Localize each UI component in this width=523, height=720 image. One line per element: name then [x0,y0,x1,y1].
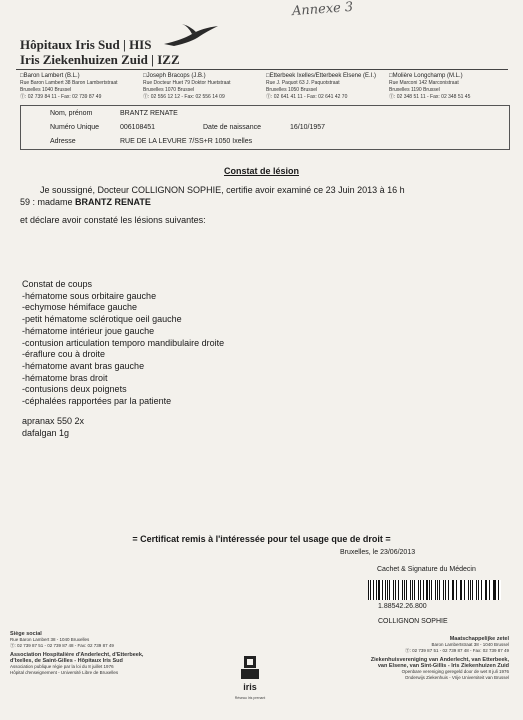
barcode-bar [460,580,461,600]
barcode-bar [395,580,396,600]
site-etterbeek-ixelles: □ Etterbeek Ixelles/Etterbeek Elsene (E.I.) Rue J. Paquot 63 J. Paquotstraat Bruxelles 1050 Brussel Ⓣ: 02 641 41 11 - Fax: 02 641 42 70 [262,70,385,101]
barcode-bar [420,580,421,600]
barcode-bar [426,580,428,600]
barcode-bar [481,580,482,600]
barcode-bar [378,580,380,600]
doctor-name: COLLIGNON SOPHIE [378,618,448,625]
list-item: -petit hématome sclérotique oeil gauche [22,314,182,325]
hospital-sites-bar [16,69,508,101]
patient-name-inline: BRANTZ RENATE [75,197,151,207]
certificate-statement: = Certificat remis à l'intéressée pour tel usage que de droit = [132,534,391,544]
barcode-bar [443,580,444,600]
list-item: -hématome intérieur joue gauche [22,325,155,336]
barcode-bar [370,580,371,600]
patient-dob-label: Date de naissance [203,124,261,131]
patient-id: 006108451 [120,124,156,131]
patient-address-label: Adresse [50,138,76,145]
site-joseph-bracops: □ Joseph Bracops (J.B.) Rue Docteur Huet 79 Doktor Huetstraat Bruxelles 1070 Brussel Ⓣ: 02 556 12 12 - Fax: 02 556 14 09 [139,70,262,101]
declaration-line-1: Je soussigné, Docteur COLLIGNON SOPHIE, certifie avoir examiné ce 23 Juin 2013 à 16 h [40,185,405,195]
barcode-bar [478,580,479,600]
patient-name-label: Nom, prénom [50,110,93,117]
barcode-bar [489,580,490,600]
medication-list [22,416,84,439]
list-item: -contusions deux poignets [22,384,127,395]
list-item: -echymose hémiface gauche [22,302,138,313]
declaration-text [20,184,490,226]
barcode-bar [385,580,386,600]
barcode-bar [472,580,473,600]
barcode-bar [493,580,494,600]
patient-dob: 16/10/1957 [290,124,326,131]
barcode-bar [404,580,405,600]
barcode-bar [437,580,438,600]
declaration-line-3: et déclare avoir constaté les lésions suivantes: [20,215,206,225]
barcode-bar [412,580,413,600]
declaration-line-2: 59 : madame BRANTZ RENATE [20,197,151,207]
barcode-bar [418,580,419,600]
annex-handwritten-label: Annexe 3 [291,0,354,20]
barcode-bar [461,580,462,600]
barcode-bar [387,580,388,600]
barcode-bar [464,580,465,600]
barcode-bar [498,580,499,600]
barcode-bar [494,580,496,600]
list-item: -hématome bras droit [22,372,108,383]
list-item: -hématome sous orbitaire gauche [22,290,157,301]
list-item: apranax 550 2x [22,416,85,426]
barcode-bar [389,580,390,600]
barcode-bar [456,580,457,600]
brand-line-2: Iris Ziekenhuizen Zuid | IZZ [20,52,180,67]
barcode-bar [453,580,454,600]
site-moliere-longchamp: □ Molière Longchamp (M.L.) Rue Marconi 142 Marconistraat Bruxelles 1190 Brussel Ⓣ: 02 348 51 11 - Fax: 02 348 51 45 [385,70,508,101]
findings-list [22,279,224,408]
barcode-bar [445,580,447,600]
barcode-bar [429,580,430,600]
place-date: Bruxelles, le 23/06/2013 [340,549,416,556]
list-item: -éraflure cou à droite [22,349,106,360]
barcode-bar [435,580,436,600]
list-item: Constat de coups [22,279,93,289]
barcode-bar [410,580,411,600]
barcode-bar [423,580,424,600]
document-title: Constat de lésion [223,166,299,176]
barcode-bar [452,580,453,600]
barcode-bar [439,580,440,600]
barcode-bar [398,580,400,600]
list-item: -céphalées rapportées par la patiente [22,396,172,407]
list-item: dafalgan 1g [22,427,70,438]
site-baron-lambert: □ Baron Lambert (B.L.) Rue Baron Lambert 38 Baron Lambertstraat Bruxelles 1040 Brussel Ⓣ: 02 739 84 11 - Fax: 02 739 87 49 [16,70,139,101]
list-item: -hématome avant bras gauche [22,360,145,371]
barcode-bar [468,580,469,600]
footer-left: Siège social Rue Baron Lambert 38 - 1040 Bruxelles Ⓣ: 02 739 87 51 - 02 739 87 48 - Fax: 02 739 87 49 Association Hospitalière d'Anderlecht, d'Etterbeek, d'Ixelles, de Saint-Gilles - Hôpitaux Iris Sud Association publique régie par la loi du 8 juillet 1976 Hôpital d'enseignement - Université Libre de Bruxelles [10,631,144,675]
barcode-bar [373,580,374,600]
barcode-bar [376,580,377,600]
barcode-bar [486,580,487,600]
barcode-bar [368,580,369,600]
iris-wordmark: iris [243,682,257,692]
patient-address: RUE DE LA LEVURE 7/SS+R 1050 Ixelles [120,138,253,145]
barcode-bar [393,580,394,600]
hospital-brand [20,37,180,67]
barcode-bar [448,580,449,600]
barcode-bar [485,580,486,600]
barcode-number: 1.88542.26.800 [378,603,427,610]
patient-id-label: Numéro Unique [50,124,100,131]
signature-label: Cachet & Signature du Médecin [377,566,476,573]
iris-logo-icon [235,654,265,694]
heron-logo-icon [162,22,222,48]
barcode-bar [402,580,403,600]
list-item: -contusion articulation temporo mandibulaire droite [22,337,225,348]
barcode-bar [470,580,471,600]
barcode-bar [382,580,383,600]
barcode-bar [414,580,415,600]
brand-line-1: Hôpitaux Iris Sud | HIS [20,37,152,52]
iris-tagline: Réseau Iris prenant [234,696,266,700]
patient-name: BRANTZ RENATE [120,110,178,117]
barcode-bar [476,580,478,600]
barcode-bar [431,580,432,600]
barcode [368,580,501,600]
footer-right: Maatschappelijke zetel Baron Lambertstraat 38 - 1040 Brussel Ⓣ: 02 739 87 51 - 02 739 87 48 - Fax: 02 739 87 49 Ziekenhuisvereniging van Anderlecht, van Etterbeek, van Elsene, van Sint-Gillis - Iris Ziekenhuizen Zuid Openbare vereniging geregeld door de wet 8 juli 1976 Onderwijs Ziekenhuis - Vrije Universiteit van Brussel [370,636,509,680]
barcode-bar [406,580,407,600]
